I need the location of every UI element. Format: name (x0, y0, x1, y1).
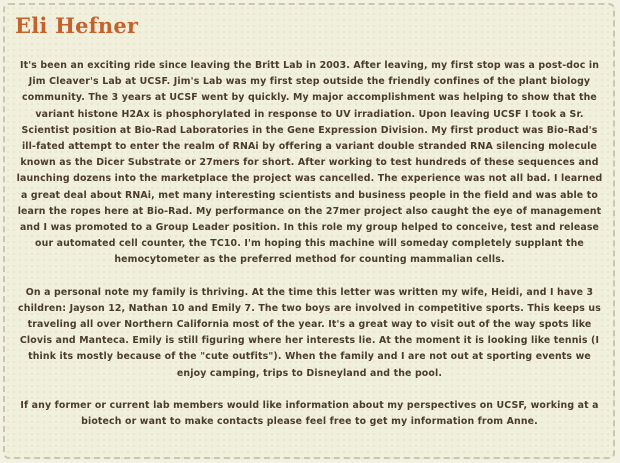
paragraph-contact: If any former or current lab members would like information about my perspectives on UCSF, working at a biotech or want to make contacts please feel free to get my information from Anne. (20, 399, 599, 428)
letter-card (3, 3, 615, 459)
letter-body (13, 58, 606, 430)
paragraph-career: It's been an exciting ride since leaving the Britt Lab in 2003. After leaving, my first stop was a post-doc in Jim Cleaver's Lab at UCSF. Jim's Lab was my first step outside the friendly confines of the plant biology community. The 3 years at UCSF went by quickly. My major accomplishment was helping to show that the variant histone H2Ax is phosphorylated in response to UV irradiation. Upon leaving UCSF I took a Sr. Scientist position at Bio-Rad Laboratories in the Gene Expression Division. My first product was Bio-Rad's ill-fated attempt to enter the realm of RNAi by offering a variant double stranded RNA silencing molecule known as the Dicer Substrate or 27mers for short. After working to test hundreds of these sequences and launching dozens into the marketplace the project was cancelled. The experience was not all bad. I learned a great deal about RNAi, met many interesting scientists and business people in the field and was able to learn the ropes here at Bio-Rad. My performance on the 27mer project also caught the eye of management and I was promoted to a Group Leader position. In this role my group helped to conceive, test and release our automated cell counter, the TC10. I'm hoping this machine will someday completely supplant the hemocytometer as the preferred method for counting mammalian cells. (16, 60, 603, 266)
paragraph-family: On a personal note my family is thriving. At the time this letter was written my wife, Heidi, and I have 3 children: Jayson 12, Nathan 10 and Emily 7. The two boys are involved in competitive sports. This keeps us traveling all over Northern California most of the year. It's a great way to visit out of the way spots like Clovis and Manteca. Emily is still figuring where her interests lie. At the moment it is looking like tennis (I think its mostly because of the "cute outfits"). When the family and I are not out at sporting events we enjoy camping, trips to Disneyland and the pool. (18, 286, 601, 379)
page-title: Eli Hefner (15, 13, 139, 38)
